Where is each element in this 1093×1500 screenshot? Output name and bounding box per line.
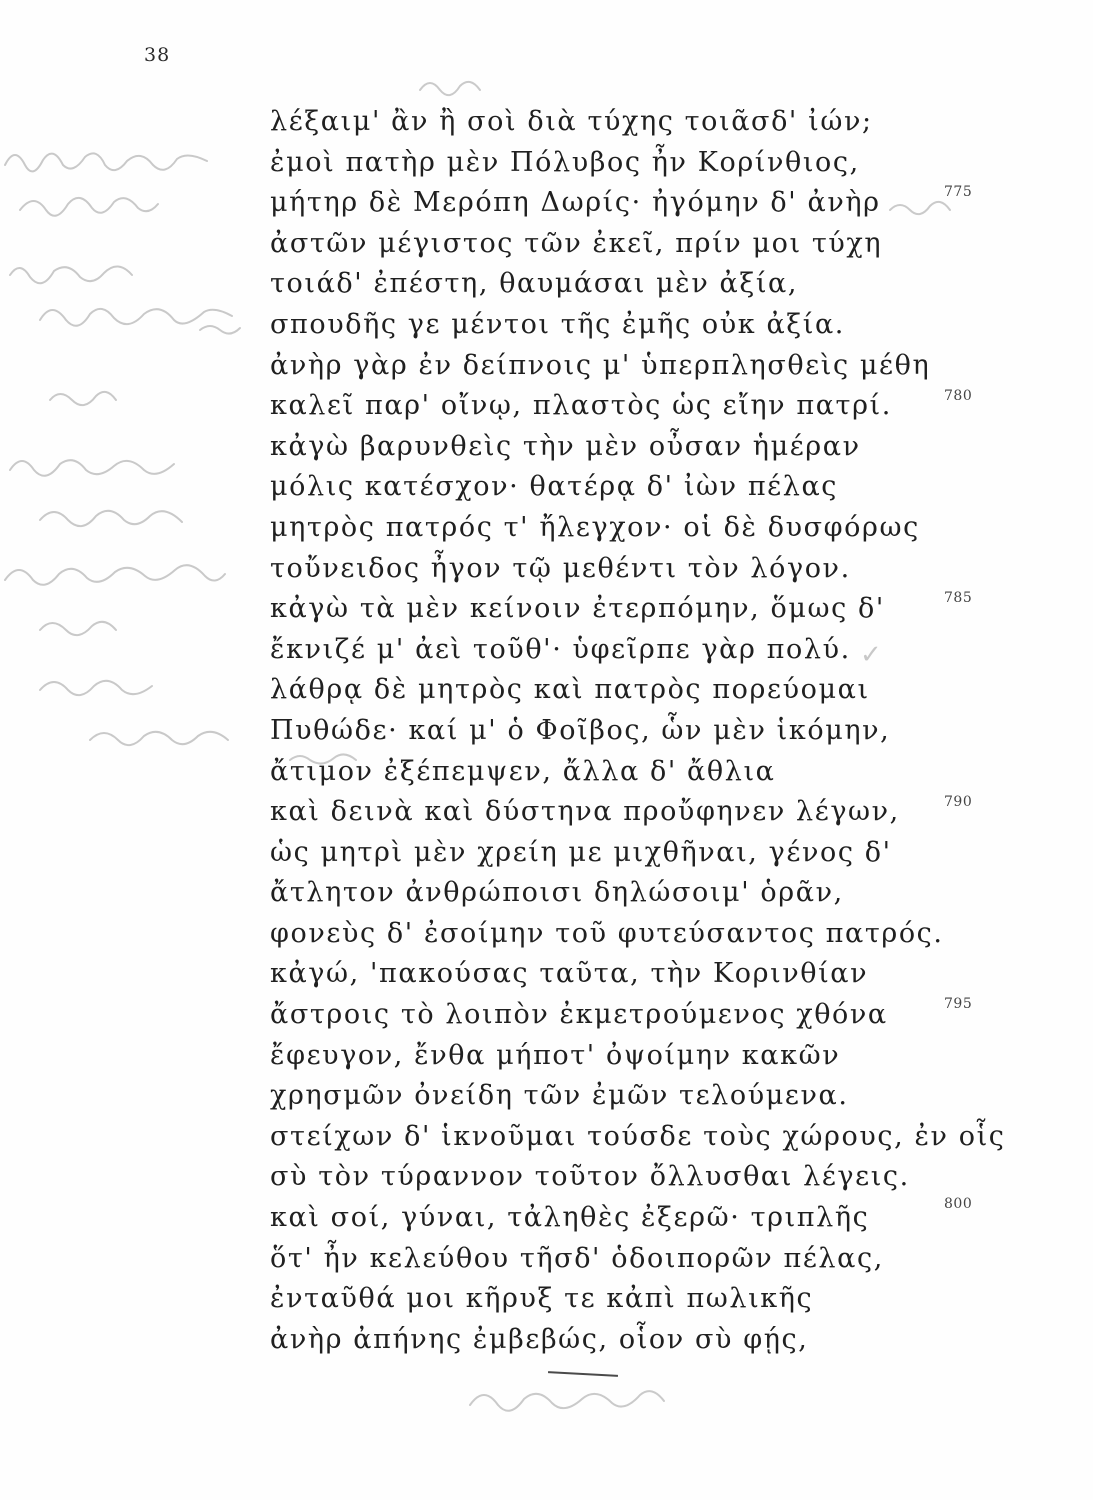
line-number: 790 — [944, 794, 973, 810]
line-number-column — [944, 0, 1004, 1500]
verse-line: ἔκνιζέ μ' ἀεὶ τοῦθ'· ὑφεῖρπε γὰρ πολύ. — [270, 633, 851, 665]
verse-line: μητρὸς πατρός τ' ἤλεγχον· οἱ δὲ δυσφόρως — [270, 511, 920, 543]
verse-line: ἀνὴρ γὰρ ἐν δείπνοις μ' ὑπερπλησθεὶς μέθη — [270, 349, 931, 381]
line-number: 795 — [944, 996, 973, 1012]
pencil-underline — [548, 1371, 618, 1377]
verse-line: τοὔνειδος ἦγον τῷ μεθέντι τὸν λόγον. — [270, 552, 851, 584]
verse-line: ἄτιμον ἐξέπεμψεν, ἄλλα δ' ἄθλια — [270, 755, 776, 787]
line-number: 785 — [944, 590, 973, 606]
verse-line: στείχων δ' ἱκνοῦμαι τούσδε τοὺς χώρους, ἐν οἷς — [270, 1120, 1006, 1152]
verse-line: χρησμῶν ὀνείδη τῶν ἐμῶν τελούμενα. — [270, 1080, 849, 1112]
verse-line: ἔφευγον, ἔνθα μήποτ' ὀψοίμην κακῶν — [270, 1039, 841, 1071]
verse-text — [270, 102, 1006, 1360]
verse-line: καὶ σοί, γύναι, τἀληθὲς ἐξερῶ· τριπλῆς — [270, 1202, 870, 1234]
pencil-check-icon: ✓ — [860, 640, 882, 670]
verse-line: μόλις κατέσχον· θατέρᾳ δ' ἰὼν πέλας — [270, 471, 839, 503]
line-number: 775 — [944, 184, 973, 200]
verse-line: καλεῖ παρ' οἴνῳ, πλαστὸς ὡς εἴην πατρί. — [270, 390, 892, 422]
verse-line: ἀστῶν μέγιστος τῶν ἐκεῖ, πρίν μοι τύχη — [270, 227, 883, 259]
verse-line: ἀνὴρ ἀπήνης ἐμβεβώς, οἷον σὺ φῄς, — [270, 1323, 809, 1355]
line-number: 780 — [944, 388, 973, 404]
verse-line: ὅτ' ἦν κελεύθου τῆσδ' ὁδοιπορῶν πέλας, — [270, 1242, 884, 1274]
verse-line: λέξαιμ' ἂν ἢ σοὶ διὰ τύχης τοιᾶσδ' ἰών; — [270, 106, 873, 137]
verse-line: φονεὺς δ' ἐσοίμην τοῦ φυτεύσαντος πατρός. — [270, 917, 944, 949]
verse-line: ἐμοὶ πατὴρ μὲν Πόλυβος ἦν Κορίνθιος, — [270, 146, 860, 178]
line-number: 800 — [944, 1196, 973, 1212]
verse-line: σὺ τὸν τύραννον τοῦτον ὄλλυσθαι λέγεις. — [270, 1161, 910, 1193]
verse-line: Πυθώδε· καί μ' ὁ Φοῖβος, ὧν μὲν ἱκόμην, — [270, 714, 891, 746]
verse-line: λάθρᾳ δὲ μητρὸς καὶ πατρὸς πορεύομαι — [270, 674, 870, 706]
verse-line: κἀγὼ βαρυνθεὶς τὴν μὲν οὖσαν ἡμέραν — [270, 430, 861, 462]
verse-line: σπουδῆς γε μέντοι τῆς ἐμῆς οὐκ ἀξία. — [270, 308, 845, 340]
verse-line: μήτηρ δὲ Μερόπη Δωρίς· ἠγόμην δ' ἀνὴρ — [270, 187, 881, 219]
verse-line: κἀγὼ τὰ μὲν κείνοιν ἐτερπόμην, ὅμως δ' — [270, 593, 885, 625]
verse-line: ἐνταῦθά μοι κῆρυξ τε κἀπὶ πωλικῆς — [270, 1283, 814, 1315]
verse-line: τοιάδ' ἐπέστη, θαυμάσαι μὲν ἀξία, — [270, 268, 799, 300]
verse-line: καὶ δεινὰ καὶ δύστηνα προὔφηνεν λέγων, — [270, 796, 900, 828]
verse-line: ὡς μητρὶ μὲν χρείη με μιχθῆναι, γένος δ' — [270, 836, 892, 868]
verse-line: ἄτλητον ἀνθρώποισι δηλώσοιμ' ὁρᾶν, — [270, 877, 844, 909]
verse-line: ἄστροις τὸ λοιπὸν ἐκμετρούμενος χθόνα — [270, 999, 888, 1031]
page-number: 38 — [144, 44, 171, 66]
verse-line: κἀγώ, 'πακούσας ταῦτα, τὴν Κορινθίαν — [270, 958, 869, 990]
